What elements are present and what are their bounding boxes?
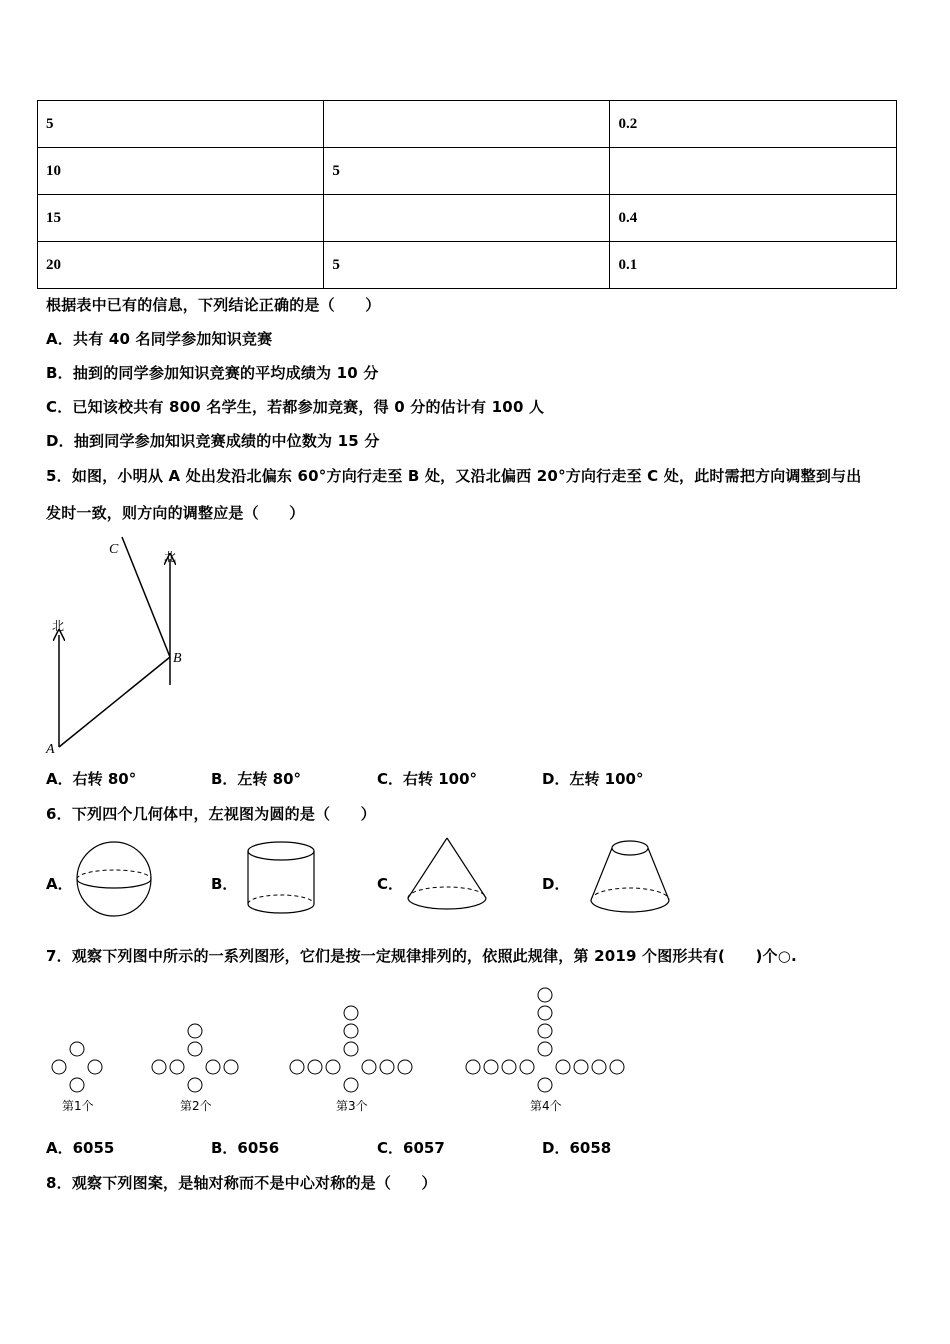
q5-direction-figure (40, 535, 210, 760)
pattern-circle (398, 1060, 412, 1074)
q7-option-d: D．6058 (542, 1139, 612, 1157)
q5-option-b: B．左转 80° (211, 770, 302, 788)
table-cell: 10 (38, 148, 324, 195)
table-cell: 5 (38, 101, 324, 148)
q6-option-c-label: C． (377, 875, 404, 893)
pattern-circle (520, 1060, 534, 1074)
table-cell: 15 (38, 195, 324, 242)
q7-pattern-figure (40, 980, 640, 1120)
pattern-circle (88, 1060, 102, 1074)
pattern-circle (556, 1060, 570, 1074)
segment-ab (59, 657, 170, 747)
pattern-circle (52, 1060, 66, 1074)
q5-option-c: C．右转 100° (377, 770, 478, 788)
point-label-a: A (46, 742, 55, 757)
pattern-circle (344, 1024, 358, 1038)
cone-figure (405, 836, 489, 912)
pattern-circle (188, 1042, 202, 1056)
pattern-circle (290, 1060, 304, 1074)
table-cell: 0.2 (610, 101, 897, 148)
pattern-circle (574, 1060, 588, 1074)
q4-option-d: D．抽到同学参加知识竞赛成绩的中位数为 15 分 (46, 432, 380, 450)
q8-stem: 8．观察下列图案，是轴对称而不是中心对称的是（ ） (46, 1174, 437, 1192)
q6-option-a-label: A． (46, 875, 73, 893)
pattern-circle (308, 1060, 322, 1074)
pattern-circle (484, 1060, 498, 1074)
table-row (38, 148, 897, 195)
q7-option-a: A．6055 (46, 1139, 115, 1157)
pattern-circle (70, 1042, 84, 1056)
q6-option-b-label: B． (211, 875, 238, 893)
pattern-circle (326, 1060, 340, 1074)
q7-option-c: C．6057 (377, 1139, 445, 1157)
pattern-circle (362, 1060, 376, 1074)
table-row (38, 195, 897, 242)
table-cell: 5 (324, 242, 610, 289)
pattern-label-1: 第1个 (62, 1099, 94, 1113)
frequency-table (37, 100, 897, 289)
pattern-label-4: 第4个 (530, 1099, 562, 1113)
q7-stem: 7．观察下列图中所示的一系列图形，它们是按一定规律排列的，依照此规律，第 2019 个图形共有( )个○. (46, 947, 797, 965)
q6-option-d-label: D． (542, 875, 570, 893)
pattern-circle (344, 1006, 358, 1020)
sphere-figure (75, 840, 153, 918)
pattern-circle (170, 1060, 184, 1074)
pattern-circle (152, 1060, 166, 1074)
pattern-circle (538, 1024, 552, 1038)
table-cell: 0.4 (610, 195, 897, 242)
q5-option-d: D．左转 100° (542, 770, 644, 788)
q7-option-b: B．6056 (211, 1139, 280, 1157)
q4-option-c: C．已知该校共有 800 名学生，若都参加竞赛，得 0 分的估计有 100 人 (46, 398, 545, 416)
table-cell (324, 101, 610, 148)
table-cell: 5 (324, 148, 610, 195)
q4-stem: 根据表中已有的信息，下列结论正确的是（ ） (46, 296, 381, 314)
q5-option-a: A．右转 80° (46, 770, 137, 788)
q5-stem-line2: 发时一致，则方向的调整应是（ ） (46, 504, 305, 522)
table-cell (324, 195, 610, 242)
north-label-a: 北 (52, 619, 65, 633)
pattern-label-3: 第3个 (336, 1099, 368, 1113)
pattern-circle (188, 1078, 202, 1092)
pattern-circle (538, 988, 552, 1002)
pattern-circle (610, 1060, 624, 1074)
pattern-circle (188, 1024, 202, 1038)
pattern-circle (538, 1042, 552, 1056)
q5-stem-line1: 5．如图，小明从 A 处出发沿北偏东 60°方向行走至 B 处，又沿北偏西 20°方向行走至 C 处，此时需把方向调整到与出 (46, 467, 862, 485)
table-cell (610, 148, 897, 195)
table-row (38, 101, 897, 148)
table-cell: 0.1 (610, 242, 897, 289)
table-row (38, 242, 897, 289)
pattern-circle (592, 1060, 606, 1074)
pattern-circle (380, 1060, 394, 1074)
pattern-circle (344, 1042, 358, 1056)
cylinder-figure (246, 840, 316, 916)
pattern-circle (70, 1078, 84, 1092)
table-cell: 20 (38, 242, 324, 289)
pattern-circle (538, 1078, 552, 1092)
pattern-circle (344, 1078, 358, 1092)
pattern-circle (502, 1060, 516, 1074)
frustum-figure (588, 838, 672, 916)
pattern-circle (206, 1060, 220, 1074)
point-label-c: C (109, 542, 119, 557)
segment-bc (122, 537, 170, 657)
q4-option-b: B．抽到的同学参加知识竞赛的平均成绩为 10 分 (46, 364, 379, 382)
pattern-label-2: 第2个 (180, 1099, 212, 1113)
pattern-circle (538, 1006, 552, 1020)
pattern-circle (466, 1060, 480, 1074)
q6-stem: 6．下列四个几何体中，左视图为圆的是（ ） (46, 805, 376, 823)
q4-option-a: A．共有 40 名同学参加知识竞赛 (46, 330, 273, 348)
point-label-b: B (173, 651, 182, 666)
pattern-circle (224, 1060, 238, 1074)
north-label-b: 北 (164, 550, 177, 564)
